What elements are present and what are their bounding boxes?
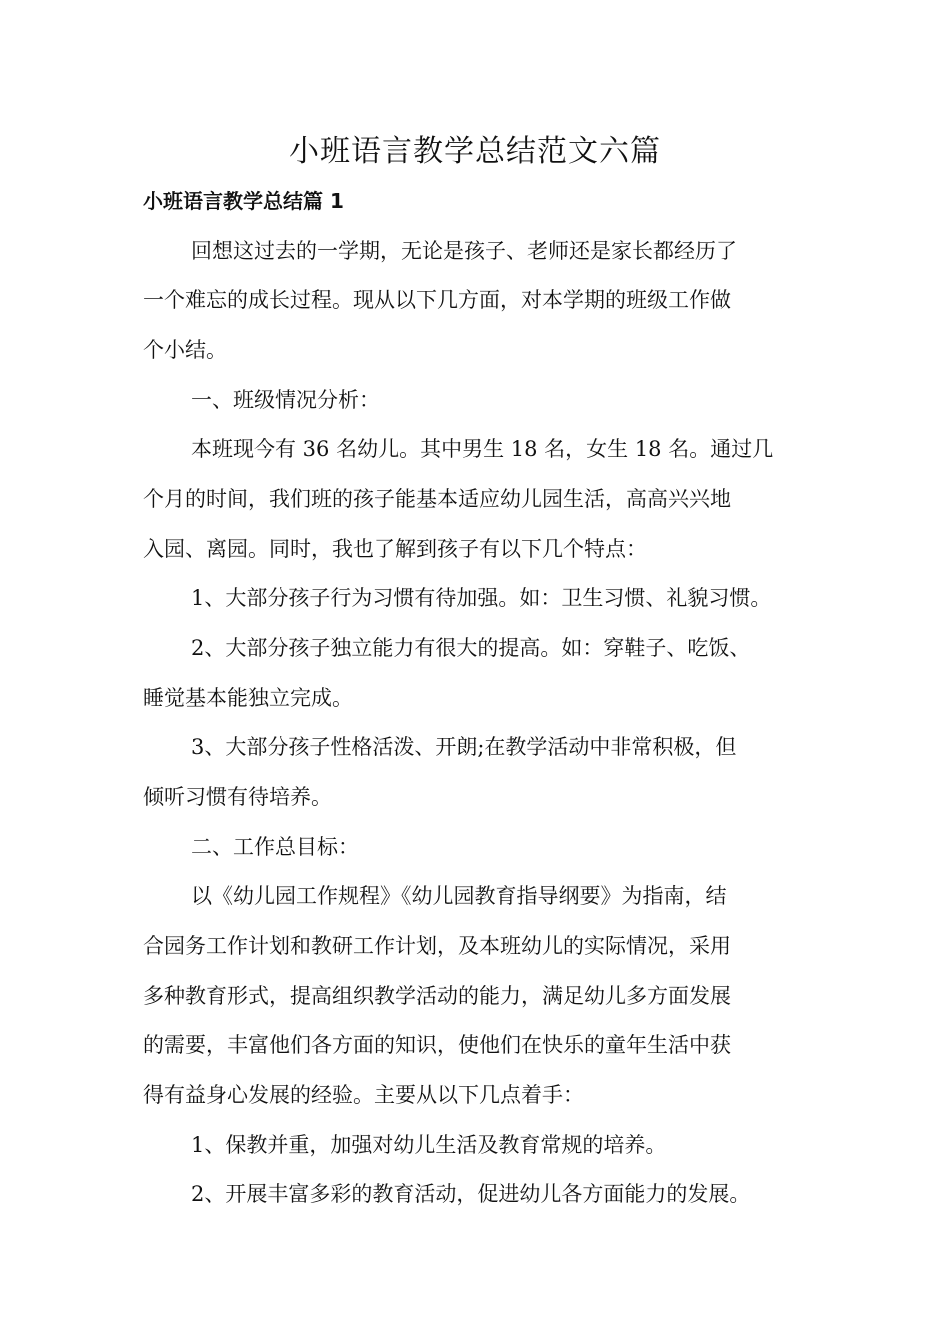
paragraph-line: 入园、离园。同时，我也了解到孩子有以下几个特点： xyxy=(143,537,647,561)
paragraph-line: 倾听习惯有待培养。 xyxy=(143,785,332,809)
paragraph-line: 1、保教并重，加强对幼儿生活及教育常规的培养。 xyxy=(191,1133,667,1157)
paragraph-line: 得有益身心发展的经验。主要从以下几点着手： xyxy=(143,1083,584,1107)
paragraph-line: 二、工作总目标： xyxy=(191,835,359,859)
paragraph-line: 2、大部分孩子独立能力有很大的提高。如：穿鞋子、吃饭、 xyxy=(191,636,751,660)
paragraph-line: 一个难忘的成长过程。现从以下几方面，对本学期的班级工作做 xyxy=(143,288,731,312)
paragraph-line: 合园务工作计划和教研工作计划，及本班幼儿的实际情况，采用 xyxy=(143,934,731,958)
paragraph-line: 以《幼儿园工作规程》《幼儿园教育指导纲要》为指南，结 xyxy=(191,884,727,908)
paragraph-line: 3、大部分孩子性格活泼、开朗;在教学活动中非常积极，但 xyxy=(191,735,737,759)
paragraph-line: 2、开展丰富多彩的教育活动，促进幼儿各方面能力的发展。 xyxy=(191,1182,751,1206)
paragraph-line: 的需要，丰富他们各方面的知识，使他们在快乐的童年生活中获 xyxy=(143,1033,731,1057)
document-title: 小班语言教学总结范文六篇 xyxy=(289,134,661,169)
paragraph-line: 睡觉基本能独立完成。 xyxy=(143,686,353,710)
section-heading: 小班语言教学总结篇 1 xyxy=(143,189,344,213)
paragraph-line: 个小结。 xyxy=(143,338,227,362)
paragraph-line: 个月的时间，我们班的孩子能基本适应幼儿园生活，高高兴兴地 xyxy=(143,487,731,511)
paragraph-line: 回想这过去的一学期，无论是孩子、老师还是家长都经历了 xyxy=(191,239,737,263)
paragraph-line: 本班现今有 36 名幼儿。其中男生 18 名，女生 18 名。通过几 xyxy=(191,437,774,461)
paragraph-line: 一、班级情况分析： xyxy=(191,388,380,412)
paragraph-line: 1、大部分孩子行为习惯有待加强。如：卫生习惯、礼貌习惯。 xyxy=(191,586,772,610)
paragraph-line: 多种教育形式，提高组织教学活动的能力，满足幼儿多方面发展 xyxy=(143,984,731,1008)
